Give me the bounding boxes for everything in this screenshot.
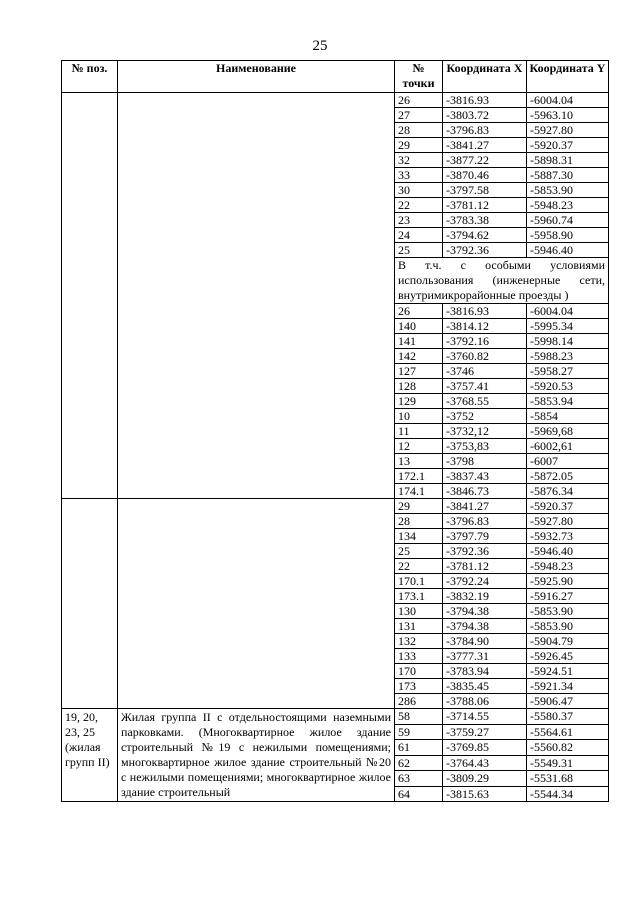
coordinate-y-cell: -5898.31 (527, 153, 609, 168)
coordinate-x-cell: -3816.93 (443, 93, 527, 108)
point-number-cell: 22 (395, 198, 443, 213)
point-number-cell: 173.1 (395, 589, 443, 604)
header-y: Координата Y (527, 61, 609, 93)
point-number-cell: 32 (395, 153, 443, 168)
coordinate-x-cell: -3788.06 (443, 694, 527, 709)
point-number-cell: 63 (395, 771, 443, 787)
coordinate-y-cell: -5927.80 (527, 123, 609, 138)
coordinate-y-cell: -5998.14 (527, 334, 609, 349)
point-number-cell: 132 (395, 634, 443, 649)
coordinate-y-cell: -5988.23 (527, 349, 609, 364)
point-number-cell: 25 (395, 243, 443, 258)
coordinate-x-cell: -3760.82 (443, 349, 527, 364)
restriction-note: В т.ч. с особыми условиями использования (инженерные сети, внутримикрорайонные проезды ) (395, 258, 609, 304)
coordinate-y-cell: -5925.90 (527, 574, 609, 589)
point-number-cell: 28 (395, 123, 443, 138)
coordinate-x-cell: -3815.63 (443, 786, 527, 802)
coordinate-y-cell: -6004.04 (527, 304, 609, 319)
point-number-cell: 25 (395, 544, 443, 559)
coordinate-x-cell: -3784.90 (443, 634, 527, 649)
coordinate-x-cell: -3796.83 (443, 514, 527, 529)
coordinate-x-cell: -3803.72 (443, 108, 527, 123)
point-number-cell: 141 (395, 334, 443, 349)
coordinate-x-cell: -3783.94 (443, 664, 527, 679)
coordinate-y-cell: -5544.34 (527, 786, 609, 802)
coordinate-x-cell: -3794.38 (443, 604, 527, 619)
coordinate-x-cell: -3877.22 (443, 153, 527, 168)
coordinate-x-cell: -3814.12 (443, 319, 527, 334)
coordinate-y-cell: -5906.47 (527, 694, 609, 709)
coordinate-x-cell: -3714.55 (443, 709, 527, 725)
point-number-cell: 29 (395, 499, 443, 514)
point-number-cell: 134 (395, 529, 443, 544)
coordinate-x-cell: -3792.36 (443, 243, 527, 258)
coordinate-x-cell: -3777.31 (443, 649, 527, 664)
coordinate-y-cell: -6002,61 (527, 439, 609, 454)
coordinate-x-cell: -3783.38 (443, 213, 527, 228)
coordinate-x-cell: -3832.19 (443, 589, 527, 604)
coordinate-x-cell: -3769.85 (443, 740, 527, 756)
coordinate-y-cell: -5872.05 (527, 469, 609, 484)
coordinate-x-cell: -3752 (443, 409, 527, 424)
header-name: Наименование (118, 61, 395, 93)
coordinate-y-cell: -5876.34 (527, 484, 609, 499)
coordinate-x-cell: -3781.12 (443, 198, 527, 213)
coordinate-x-cell: -3816.93 (443, 304, 527, 319)
coordinate-y-cell: -5853.90 (527, 619, 609, 634)
point-number-cell: 30 (395, 183, 443, 198)
coordinate-x-cell: -3797.58 (443, 183, 527, 198)
coordinate-x-cell: -3846.73 (443, 484, 527, 499)
coordinate-x-cell: -3757.41 (443, 379, 527, 394)
coordinate-x-cell: -3809.29 (443, 771, 527, 787)
coordinates-table (61, 60, 609, 802)
point-number-cell: 64 (395, 786, 443, 802)
position-cell (62, 93, 118, 499)
point-number-cell: 26 (395, 93, 443, 108)
coordinate-x-cell: -3796.83 (443, 123, 527, 138)
point-number-cell: 286 (395, 694, 443, 709)
coordinate-y-cell: -5853.94 (527, 394, 609, 409)
coordinate-x-cell: -3753,83 (443, 439, 527, 454)
coordinate-y-cell: -5564.61 (527, 724, 609, 740)
coordinate-x-cell: -3841.27 (443, 499, 527, 514)
coordinate-x-cell: -3794.62 (443, 228, 527, 243)
table-row (62, 499, 609, 514)
table-body (62, 93, 609, 802)
coordinate-x-cell: -3781.12 (443, 559, 527, 574)
point-number-cell: 131 (395, 619, 443, 634)
coordinate-x-cell: -3798 (443, 454, 527, 469)
coordinate-y-cell: -5531.68 (527, 771, 609, 787)
point-number-cell: 58 (395, 709, 443, 725)
coordinate-x-cell: -3794.38 (443, 619, 527, 634)
header-point: № точки (395, 61, 443, 93)
point-number-cell: 170 (395, 664, 443, 679)
header-pos: № поз. (62, 61, 118, 93)
table-row (62, 709, 609, 725)
coordinate-x-cell: -3764.43 (443, 755, 527, 771)
point-number-cell: 28 (395, 514, 443, 529)
coordinate-x-cell: -3837.43 (443, 469, 527, 484)
coordinate-y-cell: -5946.40 (527, 243, 609, 258)
point-number-cell: 12 (395, 439, 443, 454)
coordinate-y-cell: -5580.37 (527, 709, 609, 725)
coordinate-y-cell: -5963.10 (527, 108, 609, 123)
point-number-cell: 127 (395, 364, 443, 379)
coordinate-y-cell: -5920.37 (527, 499, 609, 514)
coordinate-x-cell: -3870.46 (443, 168, 527, 183)
name-cell (118, 499, 395, 709)
header-x: Координата X (443, 61, 527, 93)
point-number-cell: 128 (395, 379, 443, 394)
table-header-row (62, 61, 609, 93)
coordinate-x-cell: -3732,12 (443, 424, 527, 439)
table-row (62, 93, 609, 108)
coordinate-y-cell: -5549.31 (527, 755, 609, 771)
point-number-cell: 172.1 (395, 469, 443, 484)
point-number-cell: 24 (395, 228, 443, 243)
page-number: 25 (312, 38, 328, 54)
position-cell (62, 499, 118, 709)
coordinate-y-cell: -5853.90 (527, 183, 609, 198)
coordinate-x-cell: -3797.79 (443, 529, 527, 544)
coordinate-y-cell: -6007 (527, 454, 609, 469)
name-cell: Жилая группа II с отдельностоящими наземными парковками. (Многоквартирное жилое здание строительный №19 с нежилыми помещениями; многоквартирное жилое здание строительный №20 с нежилыми помещениями; многоквартирное жилое здание строительный (118, 709, 395, 802)
coordinate-y-cell: -5969,68 (527, 424, 609, 439)
coordinate-y-cell: -5948.23 (527, 559, 609, 574)
coordinate-y-cell: -5853.90 (527, 604, 609, 619)
coordinate-x-cell: -3792.16 (443, 334, 527, 349)
coordinate-y-cell: -5920.37 (527, 138, 609, 153)
coordinate-y-cell: -5560.82 (527, 740, 609, 756)
coordinate-y-cell: -5958.27 (527, 364, 609, 379)
coordinate-x-cell: -3759.27 (443, 724, 527, 740)
coordinate-y-cell: -5887.30 (527, 168, 609, 183)
point-number-cell: 23 (395, 213, 443, 228)
point-number-cell: 29 (395, 138, 443, 153)
coordinate-y-cell: -5904.79 (527, 634, 609, 649)
point-number-cell: 130 (395, 604, 443, 619)
coordinate-y-cell: -5946.40 (527, 544, 609, 559)
coordinate-x-cell: -3841.27 (443, 138, 527, 153)
point-number-cell: 174.1 (395, 484, 443, 499)
coordinate-x-cell: -3746 (443, 364, 527, 379)
point-number-cell: 59 (395, 724, 443, 740)
coordinate-y-cell: -5948.23 (527, 198, 609, 213)
point-number-cell: 170.1 (395, 574, 443, 589)
point-number-cell: 10 (395, 409, 443, 424)
coordinate-y-cell: -5932.73 (527, 529, 609, 544)
coordinate-y-cell: -5924.51 (527, 664, 609, 679)
point-number-cell: 22 (395, 559, 443, 574)
coordinate-x-cell: -3792.36 (443, 544, 527, 559)
point-number-cell: 173 (395, 679, 443, 694)
coordinate-y-cell: -5926.45 (527, 649, 609, 664)
point-number-cell: 11 (395, 424, 443, 439)
coordinate-y-cell: -6004.04 (527, 93, 609, 108)
point-number-cell: 142 (395, 349, 443, 364)
name-cell (118, 93, 395, 499)
coordinate-y-cell: -5854 (527, 409, 609, 424)
coordinate-y-cell: -5921.34 (527, 679, 609, 694)
coordinate-y-cell: -5958.90 (527, 228, 609, 243)
coordinate-x-cell: -3835.45 (443, 679, 527, 694)
point-number-cell: 62 (395, 755, 443, 771)
coordinate-y-cell: -5916.27 (527, 589, 609, 604)
coordinate-y-cell: -5920.53 (527, 379, 609, 394)
coordinate-y-cell: -5927.80 (527, 514, 609, 529)
coordinate-x-cell: -3792.24 (443, 574, 527, 589)
point-number-cell: 129 (395, 394, 443, 409)
point-number-cell: 133 (395, 649, 443, 664)
point-number-cell: 26 (395, 304, 443, 319)
point-number-cell: 33 (395, 168, 443, 183)
point-number-cell: 61 (395, 740, 443, 756)
coordinate-y-cell: -5995.34 (527, 319, 609, 334)
coordinate-y-cell: -5960.74 (527, 213, 609, 228)
point-number-cell: 140 (395, 319, 443, 334)
position-cell: 19, 20, 23, 25 (жилая групп II) (62, 709, 118, 802)
point-number-cell: 13 (395, 454, 443, 469)
coordinate-x-cell: -3768.55 (443, 394, 527, 409)
point-number-cell: 27 (395, 108, 443, 123)
